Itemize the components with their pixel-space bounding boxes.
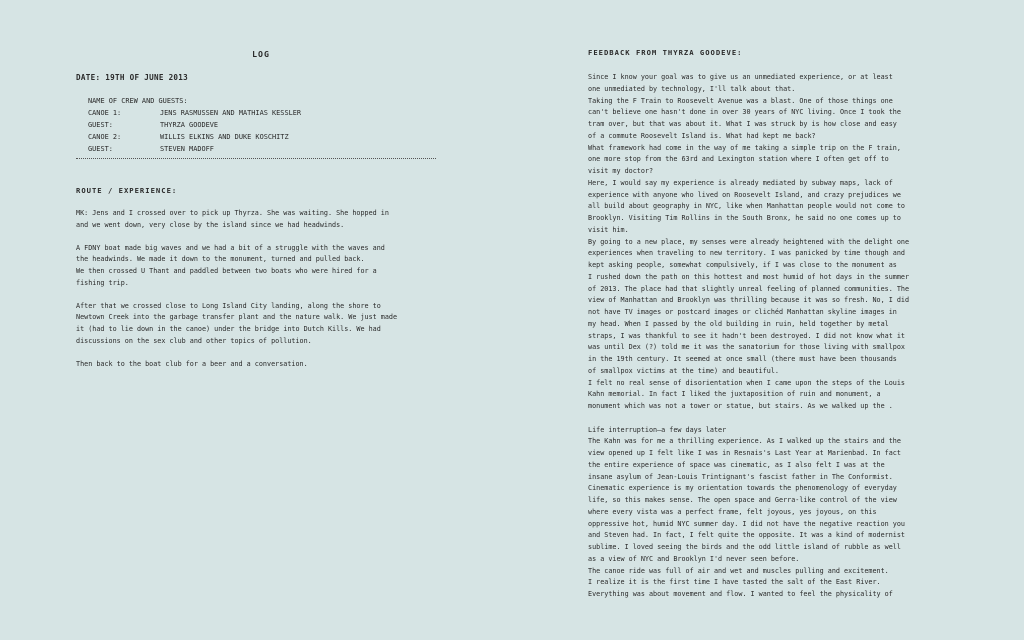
feedback-line: and Steven had. In fact, I felt quite the opposite. It was a kind of modernist: [588, 531, 905, 540]
feedback-line: By going to a new place, my senses were already heightened with the delight one: [588, 237, 910, 246]
feedback-line: Since I know your goal was to give us an unmediated experience, or at least: [588, 73, 893, 81]
crew-role: GUEST:: [88, 121, 113, 130]
crew-names: THYRZA GOODEVE: [160, 121, 219, 130]
feedback-line: Kahn memorial. In fact I liked the juxtaposition of ruin and monument, a: [588, 390, 881, 399]
feedback-line: of a commute Roosevelt Island is. What had kept me back?: [588, 131, 816, 140]
feedback-block-2: [588, 436, 998, 601]
crew-role: CANOE 1:: [88, 109, 122, 118]
crew-names: WILLIS ELKINS AND DUKE KOSCHITZ: [160, 132, 289, 141]
feedback-line: experience with anyone who lived on Roosevelt Island, and crazy prejudices we: [588, 190, 901, 199]
feedback-line: one unmediated by technology, I'll talk about that.: [588, 84, 796, 93]
feedback-line: life, so this makes sense. The open space and Gerra-like control of the view: [588, 496, 897, 504]
route-text: [76, 208, 446, 382]
feedback-line: view opened up I felt like I was in Resnais's Last Year at Marienbad. In fact: [588, 449, 901, 457]
feedback-line: Brooklyn. Visiting Tim Rollins in the South Bronx, he said no one comes up to: [588, 214, 901, 222]
route-paragraph: After that we crossed close to Long Island City landing, along the shore to Newtown Creek into the garbage transfer plant and the nature walk. We just made it (had to lie down in the canoe) under the bridge into Dutch Kills. We had discussions on the sex club and other topics of pollution.: [76, 301, 398, 345]
feedback-line: visit my doctor?: [588, 167, 654, 175]
crew-row: [88, 108, 438, 120]
feedback-line: The canoe ride was full of air and wet and muscles pulling and excitement.: [588, 566, 889, 575]
feedback-line: insane asylum of Jean-Louis Trintignant's fascist father in The Conformist.: [588, 472, 893, 481]
feedback-line: one more stop from the 63rd and Lexington station where I often get off to: [588, 155, 889, 164]
feedback-line: my head. When I passed by the old building in ruin, held together by metal: [588, 319, 889, 328]
feedback-text: [588, 72, 998, 601]
feedback-line: all build about geography in NYC, like when Manhattan people would not come to: [588, 202, 905, 211]
feedback-line: Cinematic experience is my orientation towards the phenomenology of everyday: [588, 484, 897, 493]
feedback-line: visit him.: [588, 225, 629, 234]
route-heading: ROUTE / EXPERIENCE:: [76, 186, 178, 195]
feedback-line: of smallpox victims at the time) and beautiful.: [588, 366, 780, 375]
route-paragraph: Then back to the boat club for a beer and a conversation.: [76, 359, 308, 368]
crew-names: STEVEN MADOFF: [160, 144, 214, 153]
feedback-line: sublime. I loved seeing the birds and the odd little island of rubble as well: [588, 543, 901, 551]
feedback-line: I realize it is the first time I have tasted the salt of the East River.: [588, 578, 881, 587]
feedback-heading: FEEDBACK FROM THYRZA GOODEVE:: [588, 48, 743, 57]
feedback-line: not have TV images or postcard images or clichéd Manhattan skyline images in: [588, 308, 897, 316]
feedback-line: I rushed down the path on this hottest and most humid of hot days in the summer: [588, 272, 910, 281]
feedback-line: Taking the F Train to Roosevelt Avenue was a blast. One of those things one: [588, 96, 893, 105]
feedback-line: The Kahn was for me a thrilling experience. As I walked up the stairs and the: [588, 437, 901, 446]
route-paragraph: MK: Jens and I crossed over to pick up Thyrza. She was waiting. She hopped in and we went down, very close by the island since we had headwinds.: [76, 209, 389, 229]
crew-names: JENS RASMUSSEN AND MATHIAS KESSLER: [160, 109, 302, 118]
feedback-line: of 2013. The place had that slightly unreal feeling of planned communities. The: [588, 284, 910, 293]
feedback-line: I felt no real sense of disorientation when I came upon the steps of the Louis: [588, 378, 905, 387]
feedback-line: kept asking people, somewhat compulsively, if I was close to the monument as: [588, 261, 897, 269]
feedback-line: tram over, but that was about it. What I was struck by is how close and easy: [588, 120, 897, 128]
log-title: LOG: [252, 49, 270, 59]
right-page: [588, 0, 998, 640]
feedback-line: where every vista was a perfect frame, felt joyous, yes joyous, on this: [588, 507, 877, 516]
crew-list: [88, 97, 438, 155]
feedback-line: Here, I would say my experience is already mediated by subway maps, lack of: [588, 178, 893, 187]
crew-row: [88, 132, 438, 144]
crew-heading: NAME OF CREW AND GUESTS:: [88, 97, 188, 105]
feedback-line: view of Manhattan and Brooklyn was thrilling because it was so fresh. No, I did: [588, 296, 910, 305]
crew-row: [88, 144, 438, 156]
crew-row: [88, 120, 438, 132]
feedback-line: the entire experience of space was cinematic, as I also felt I was at the: [588, 460, 885, 469]
log-date: DATE: 19TH OF JUNE 2013: [76, 73, 189, 82]
feedback-line: oppressive hot, humid NYC summer day. I did not have the negative reaction you: [588, 519, 905, 528]
dotted-divider: [76, 158, 436, 159]
feedback-line: monument which was not a tower or statue, but stairs. As we walked up the .: [588, 402, 893, 410]
feedback-subheading: Life interruption—a few days later: [588, 425, 727, 434]
crew-role: GUEST:: [88, 144, 113, 153]
feedback-line: What framework had come in the way of me taking a simple trip on the F train,: [588, 143, 901, 152]
crew-role: CANOE 2:: [88, 132, 122, 141]
route-paragraph: A FDNY boat made big waves and we had a bit of a struggle with the waves and the headwinds. We made it down to the monument, turned and pulled back. We then crossed U Thant and paddled between two boats who were hired for a fishing trip.: [76, 243, 385, 287]
left-page: [76, 0, 446, 640]
feedback-line: straps, I was thankful to see it hadn't been destroyed. I did not know what it: [588, 331, 905, 340]
feedback-line: in the 19th century. It seemed at once small (there must have been thousands: [588, 355, 897, 363]
feedback-line: Everything was about movement and flow. I wanted to feel the physicality of: [588, 590, 893, 598]
feedback-line: can't believe one hasn't done in over 30 years of NYC living. Once I took the: [588, 108, 901, 117]
feedback-line: as a view of NYC and Brooklyn I'd never seen before.: [588, 554, 800, 563]
feedback-line: experiences when traveling to new territory. I was panicked by time though and: [588, 249, 905, 258]
feedback-line: was until Dex (?) told me it was the sanatorium for those living with smallpox: [588, 343, 905, 352]
feedback-block-1: [588, 72, 998, 413]
